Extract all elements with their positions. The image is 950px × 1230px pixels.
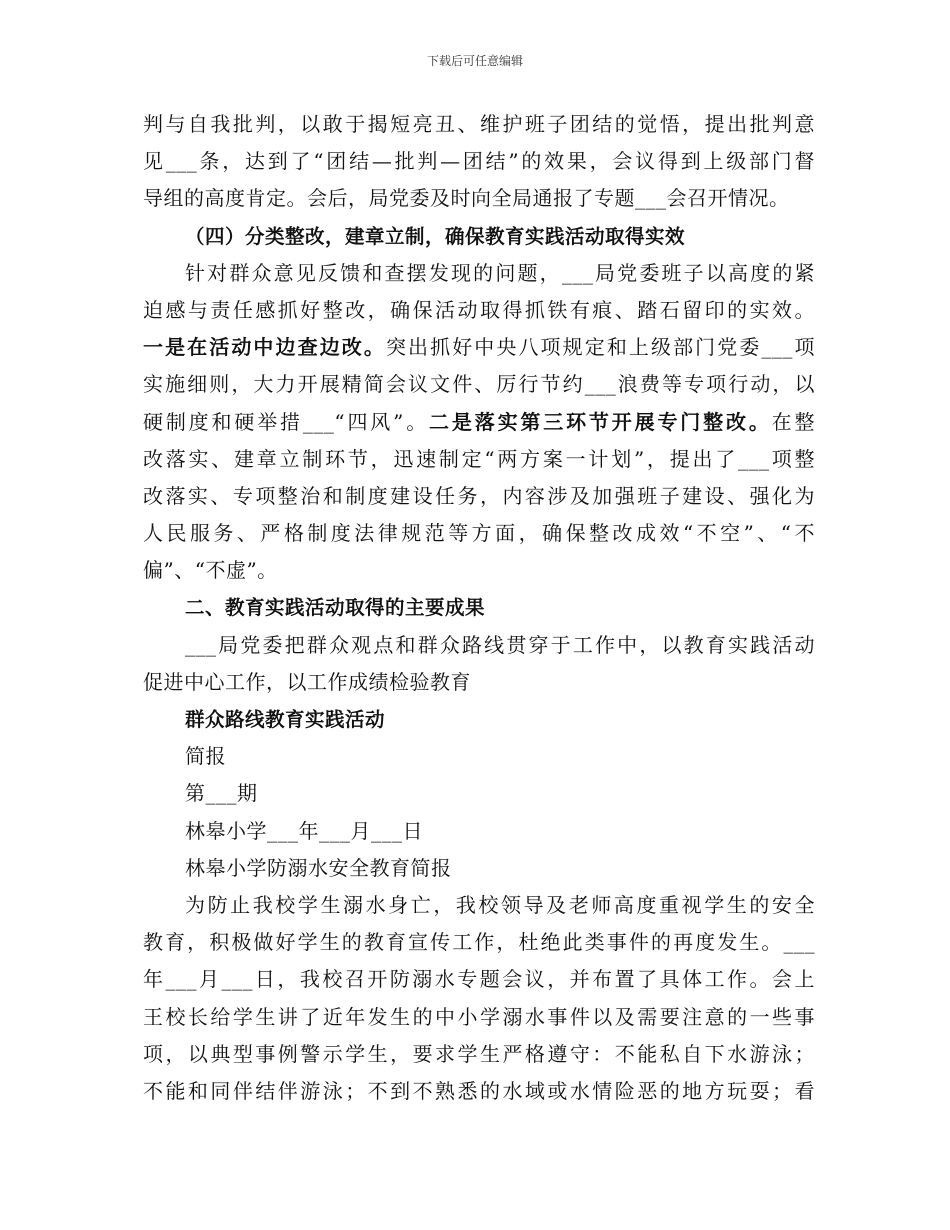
text-line: 针对群众意见反馈和查摆发现的问题，___局党委班子以高度的紧 [185, 260, 815, 285]
newsletter-title: 群众路线教育实践活动 [185, 708, 386, 731]
text-line: 偏”、“不虚”。 [143, 558, 278, 583]
text-line-mixed [143, 329, 815, 366]
text-line: 导组的高度肯定。会后，局党委及时向全局通报了专题___会召开情况。 [143, 186, 790, 211]
text-line: 不能和同伴结伴游泳；不到不熟悉的水域或水情险恶的地方玩耍；看 [143, 1078, 815, 1103]
text-line: 项，以典型事例警示学生，要求学生严格遵守：不能私自下水游泳； [143, 1041, 815, 1066]
section-heading: 二、教育实践活动取得的主要成果 [185, 596, 486, 620]
text-line: 年___月___日，我校召开防溺水专题会议，并布置了具体工作。会上 [143, 967, 815, 992]
text-span: 在整 [771, 409, 815, 434]
text-line: 改落实、建章立制环节，迅速制定“两方案一计划”，提出了___项整 [143, 446, 815, 471]
text-line: 迫感与责任感抓好整改，确保活动取得抓铁有痕、踏石留印的实效。 [143, 297, 815, 322]
text-line: 判与自我批判，以敢于揭短亮丑、维护班子团结的觉悟，提出批判意 [143, 112, 815, 136]
text-line: 改落实、专项整治和制度建设任务，内容涉及加强班子建设、强化为 [143, 483, 815, 508]
text-line: 实施细则，大力开展精简会议文件、厉行节约___浪费等专项行动，以 [143, 372, 815, 397]
text-line: 人民服务、严格制度法律规范等方面，确保整改成效“不空”、“不 [143, 521, 815, 546]
text-line: 王校长给学生讲了近年发生的中小学溺水事件以及需要注意的一些事 [143, 1004, 815, 1029]
text-line-mixed [143, 404, 815, 441]
text-line: 教育，积极做好学生的教育宣传工作，杜绝此类事件的再度发生。___ [143, 930, 815, 955]
text-span: 硬制度和硬举措___“四风”。 [143, 409, 430, 434]
text-span: 突出抓好中央八项规定和上级部门党委___项 [385, 335, 815, 360]
document-body [143, 106, 815, 1110]
newsletter-subtitle: 林皋小学防溺水安全教育简报 [185, 855, 452, 880]
section-heading: （四）分类整改，建章立制，确保教育实践活动取得实效 [185, 224, 686, 248]
text-line: ___局党委把群众观点和群众路线贯穿于工作中，以教育实践活动 [185, 632, 815, 657]
page-header: 下载后可任意编辑 [426, 54, 523, 68]
text-line: 为防止我校学生溺水身亡，我校领导及老师高度重视学生的安全 [185, 892, 815, 917]
text-line: 促进中心工作，以工作成绩检验教育 [143, 669, 471, 694]
newsletter-label: 简报 [185, 744, 226, 769]
school-date-line: 林皋小学___年___月___日 [185, 818, 423, 843]
issue-number: 第___期 [185, 781, 258, 806]
bold-phrase: 一是在活动中边查边改。 [143, 335, 386, 360]
bold-phrase: 二是落实第三环节开展专门整改。 [429, 409, 772, 434]
text-line: 见___条，达到了“团结—批判—团结”的效果，会议得到上级部门督 [143, 149, 815, 174]
